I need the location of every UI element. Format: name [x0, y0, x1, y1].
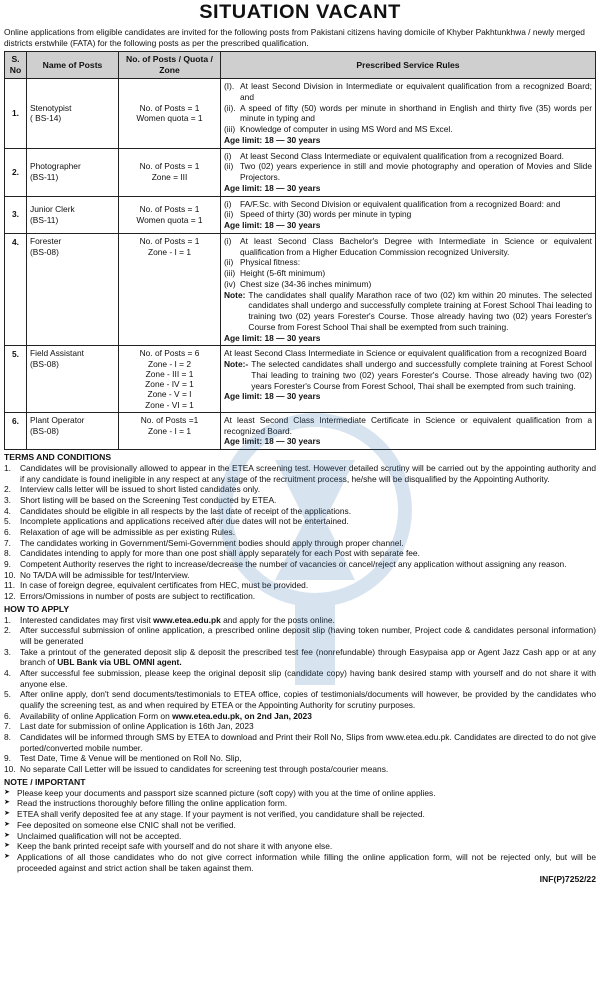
arrow-bullet-icon: ➤: [4, 852, 10, 860]
table-header-row: [5, 52, 596, 79]
age-limit: Age limit: 18 — 30 years: [224, 182, 321, 193]
arrow-bullet-icon: ➤: [4, 810, 10, 818]
list-item: ➤ Applications of all those candidates who do not give correct information while filling the online application form, will not be rejected only, but will be proceeded against and strict action shall be taken against them.: [4, 851, 596, 873]
list-item: ➤ Read the instructions thoroughly before filling the online application form.: [4, 798, 288, 809]
row-quota: [119, 79, 221, 149]
rule-item: (i) At least Second Class Bachelor's Degree with Intermediate in Science or equivalent qualification from a Higher Education Commission recognized University.: [224, 235, 592, 257]
list-item: 1. Candidates will be provisionally allowed to appear in the ETEA screening test. However detailed scrutiny will be carried out by the appointing authority and if any candidate is found ineligible in any respect at any stage of the recruitment process, he/she will be disqualified by the Appointing Authority.: [4, 463, 596, 484]
list-item: 12. Errors/Omissions in number of posts are subject to rectification.: [4, 591, 256, 602]
arrow-bullet-icon: ➤: [4, 788, 10, 796]
quota-line: No. of Posts = 1: [139, 235, 200, 246]
notes-heading: NOTE / IMPORTANT: [4, 776, 86, 787]
row-post: [27, 79, 119, 149]
quota-line: No. of Posts = 1: [139, 102, 200, 113]
list-item: ➤ Unclaimed qualification will not be accepted.: [4, 830, 182, 841]
header-sno: S. No: [5, 52, 27, 79]
quota-line: Zone - VI = 1: [145, 399, 194, 410]
rule-item: (iii) Height (5-6ft minimum): [224, 268, 326, 278]
quota-line: Zone - V = I: [147, 389, 192, 400]
rule-item: (iv) Chest size (34-36 inches minimum): [224, 278, 372, 289]
quota-line: No. of Posts =1: [140, 414, 199, 425]
row-sno: 1.: [5, 79, 27, 149]
post-scale: (BS-11): [30, 214, 59, 225]
arrow-bullet-icon: ➤: [4, 842, 10, 850]
post-name: Forester: [30, 235, 62, 246]
title-banner: [4, 2, 596, 24]
list-item: 9. Test Date, Time & Venue will be mentioned on Roll No. Slip,: [4, 753, 242, 764]
rule-note: Note:- The selected candidates shall undergo and successfully complete training at Forest School Thai leading to training two (02) years Forester's Course. Those already having two (02) years Forester's Course from Forest School, Thai shall be exempted from such training.: [224, 359, 592, 391]
etea-link: www.etea.edu.pk: [153, 614, 221, 625]
rule-note: Note: The candidates shall qualify Marathon race of two (02) km within 20 minutes. The selected candidates shall undergo and successfully complete training at Forest School Thai leading to training two (02) years Forester's Course. Those already having two (02) years Forester's Course from Forest School Thai shall be exempted from such training.: [224, 289, 592, 332]
row-quota: [119, 346, 221, 413]
arrow-bullet-icon: ➤: [4, 799, 10, 807]
list-item: 6. Relaxation of age will be admissible as per existing Rules.: [4, 527, 236, 538]
list-item: ➤ Fee deposited on someone else CNIC shall not be verified.: [4, 819, 236, 830]
row-rules: [221, 346, 596, 413]
table-row: [5, 412, 596, 449]
table-row: [5, 196, 596, 233]
header-name: Name of Posts: [27, 52, 119, 79]
how-to-apply-heading: HOW TO APPLY: [4, 603, 70, 614]
list-item: ➤ Please keep your documents and passport size scanned picture (soft copy) with you at the time of online applies.: [4, 787, 436, 798]
row-quota: [119, 233, 221, 346]
age-limit: Age limit: 18 — 30 years: [224, 436, 321, 447]
post-scale: (BS-11): [30, 172, 59, 182]
terms-list: [4, 463, 596, 602]
post-name: Plant Operator: [30, 414, 85, 425]
arrow-bullet-icon: ➤: [4, 831, 10, 839]
rule-lead: At least Second Class Intermediate in Science or equivalent qualification from a recognized Board: [224, 348, 587, 359]
quota-line: Zone = III: [151, 172, 188, 182]
table-row: [5, 346, 596, 413]
list-item: 9. Competent Authority reserves the right to increase/decrease the number of vacancies or cancel/reject any application without assigning any reason.: [4, 559, 567, 570]
row-sno: 2.: [5, 148, 27, 196]
posts-table: [4, 51, 596, 450]
notes-list: [4, 788, 596, 873]
row-rules: [221, 412, 596, 449]
arrow-bullet-icon: ➤: [4, 820, 10, 828]
quota-line: Zone - I = 1: [147, 425, 192, 436]
list-item: 8. Candidates intending to apply for more than one post shall apply separately for each Post with separate fee.: [4, 548, 420, 559]
row-rules: [221, 196, 596, 233]
age-limit: Age limit: 18 — 30 years: [224, 391, 321, 402]
list-item: 5. Incomplete applications and applications received after due dates will not be entertained.: [4, 516, 349, 527]
row-sno: 6.: [5, 412, 27, 449]
age-limit: Age limit: 18 — 30 years: [224, 220, 321, 230]
header-quota: No. of Posts / Quota / Zone: [119, 52, 221, 79]
row-post: [27, 196, 119, 233]
reference-number: INF(P)7252/22: [539, 874, 596, 885]
post-scale: (BS-08): [30, 425, 59, 436]
terms-heading: TERMS AND CONDITIONS: [4, 452, 112, 462]
header-rules: Prescribed Service Rules: [221, 52, 596, 79]
quota-line: Zone - I = 2: [147, 358, 192, 369]
post-name: Stenotypist: [30, 102, 72, 113]
quota-line: Women quota = 1: [136, 214, 203, 225]
post-name: Field Assistant: [30, 348, 84, 359]
rule-item: (ii) Physical fitness:: [224, 257, 301, 268]
post-scale: ( BS-14): [30, 113, 62, 124]
rule-lead: At least Second Class Intermediate Certificate in Science or equivalent qualification from a recognized Board.: [224, 414, 592, 436]
rule-item: (i) FA/F.Sc. with Second Division or equivalent qualification from a recognized Board: and: [224, 198, 561, 209]
row-post: [27, 346, 119, 413]
quota-line: Zone - III = 1: [145, 368, 194, 379]
rule-item: (I). At least Second Division in Intermediate or equivalent qualification from a recognized Board; and: [224, 81, 592, 102]
row-quota: [119, 412, 221, 449]
row-post: [27, 148, 119, 196]
rule-item: (ii) Speed of thirty (30) words per minute in typing: [224, 209, 412, 220]
row-rules: [221, 233, 596, 346]
how-to-apply-list: [4, 615, 596, 775]
list-item: 4. Candidates should be eligible in all respects by the last date of receipt of the applications.: [4, 505, 352, 516]
page-title: SITUATION VACANT: [199, 1, 401, 23]
list-item: 10. No TA/DA will be admissible for test/Interview.: [4, 569, 190, 580]
quota-line: Zone - IV = 1: [145, 379, 194, 389]
quota-line: Women quota = 1: [136, 113, 203, 124]
list-item: 7. The candidates working in Government/Semi-Government bodies should apply through proper channel.: [4, 537, 404, 548]
row-rules: [221, 79, 596, 149]
list-item: ➤ Keep the bank printed receipt safe with yourself and do not share it with anyone else.: [4, 841, 333, 852]
list-item: 6. Availability of online Application Form on www.etea.edu.pk, on 2nd Jan, 2023: [4, 710, 312, 721]
quota-line: No. of Posts = 1: [139, 161, 200, 172]
list-item: 4. After successful fee submission, please keep the original deposit slip (candidate copy) having bank desired stamp with yourself and do not share it with anyone else.: [4, 668, 596, 689]
quota-line: No. of Posts = 1: [139, 203, 200, 214]
table-row: [5, 79, 596, 149]
intro-text: Online applications from eligible candidates are invited for the following posts from Pakistani citizens having domicile of Khyber Pakhtunkhwa / newly merged districts erstwhile (FATA) for the following posts as per the prescribed qualification.: [4, 27, 585, 48]
list-item: 11. In case of foreign degree, equivalent certificates from HEC, must be provided.: [4, 580, 309, 591]
list-item: 2. After successful submission of online application, a prescribed online deposit slip (having token number, Project code & candidates personal information) will be generated: [4, 625, 596, 647]
advertisement: [4, 2, 596, 885]
list-item: 3. Short listing will be based on the Screening Test conducted by ETEA.: [4, 495, 277, 506]
row-rules: [221, 148, 596, 196]
age-limit: Age limit: 18 — 30 years: [224, 134, 321, 145]
rule-item: (ii). A speed of fifty (50) words per minute in shorthand in English and thirty five (35) words per minute in typing and: [224, 102, 592, 124]
post-scale: (BS-08): [30, 246, 59, 257]
table-row: [5, 233, 596, 346]
age-limit: Age limit: 18 — 30 years: [224, 332, 321, 343]
rule-item: (iii) Knowledge of computer in using MS Word and MS Excel.: [224, 124, 453, 134]
post-name: Photographer: [30, 161, 81, 172]
list-item: 5. After online apply, don't send documents/testimonials to ETEA office, copies of testimonials/documents will however, be provided by the candidates who qualify the screening test, as and when required by ETEA or the Appointing Authority for scrutiny purposes.: [4, 689, 596, 711]
row-sno: 4.: [5, 233, 27, 346]
row-sno: 3.: [5, 196, 27, 233]
row-quota: [119, 196, 221, 233]
row-sno: 5.: [5, 346, 27, 413]
row-quota: [119, 148, 221, 196]
list-item: 10. No separate Call Letter will be issued to candidates for screening test through posta/courier means.: [4, 764, 389, 775]
row-post: [27, 233, 119, 346]
quota-line: No. of Posts = 6: [139, 348, 200, 359]
list-item: 2. Interview calls letter will be issued to short listed candidates only.: [4, 484, 261, 495]
rule-item: (i) At least Second Class Intermediate or equivalent qualification from a recognized Board.: [224, 150, 565, 161]
list-item: 7. Last date for submission of online Application is 16th Jan, 2023: [4, 721, 254, 732]
row-post: [27, 412, 119, 449]
list-item: 3. Take a printout of the generated deposit slip & deposit the prescribed test fee (nonrefundable) through Easypaisa app or Agent Jazz Cash app or at any branch of UBL Bank via UBL OMNI agent.: [4, 646, 596, 668]
list-item: 1. Interested candidates may first visit www.etea.edu.pk and apply for the posts online.: [4, 614, 335, 625]
post-scale: (BS-08): [30, 359, 59, 369]
quota-line: Zone - I = 1: [147, 246, 192, 257]
list-item: ➤ ETEA shall verify deposited fee at any stage. If your payment is not verified, you candidature shall be rejected.: [4, 809, 425, 820]
table-row: [5, 148, 596, 196]
post-name: Junior Clerk: [30, 203, 75, 214]
rule-item: (ii) Two (02) years experience in still and movie photography and operation of Movies and Slide Projectors.: [224, 161, 592, 182]
list-item: 8. Candidates will be informed through SMS by ETEA to download and Print their Roll No, Slips from www.etea.edu.pk. Candidates are directed to do not give ported/converted mobile number.: [4, 732, 596, 753]
